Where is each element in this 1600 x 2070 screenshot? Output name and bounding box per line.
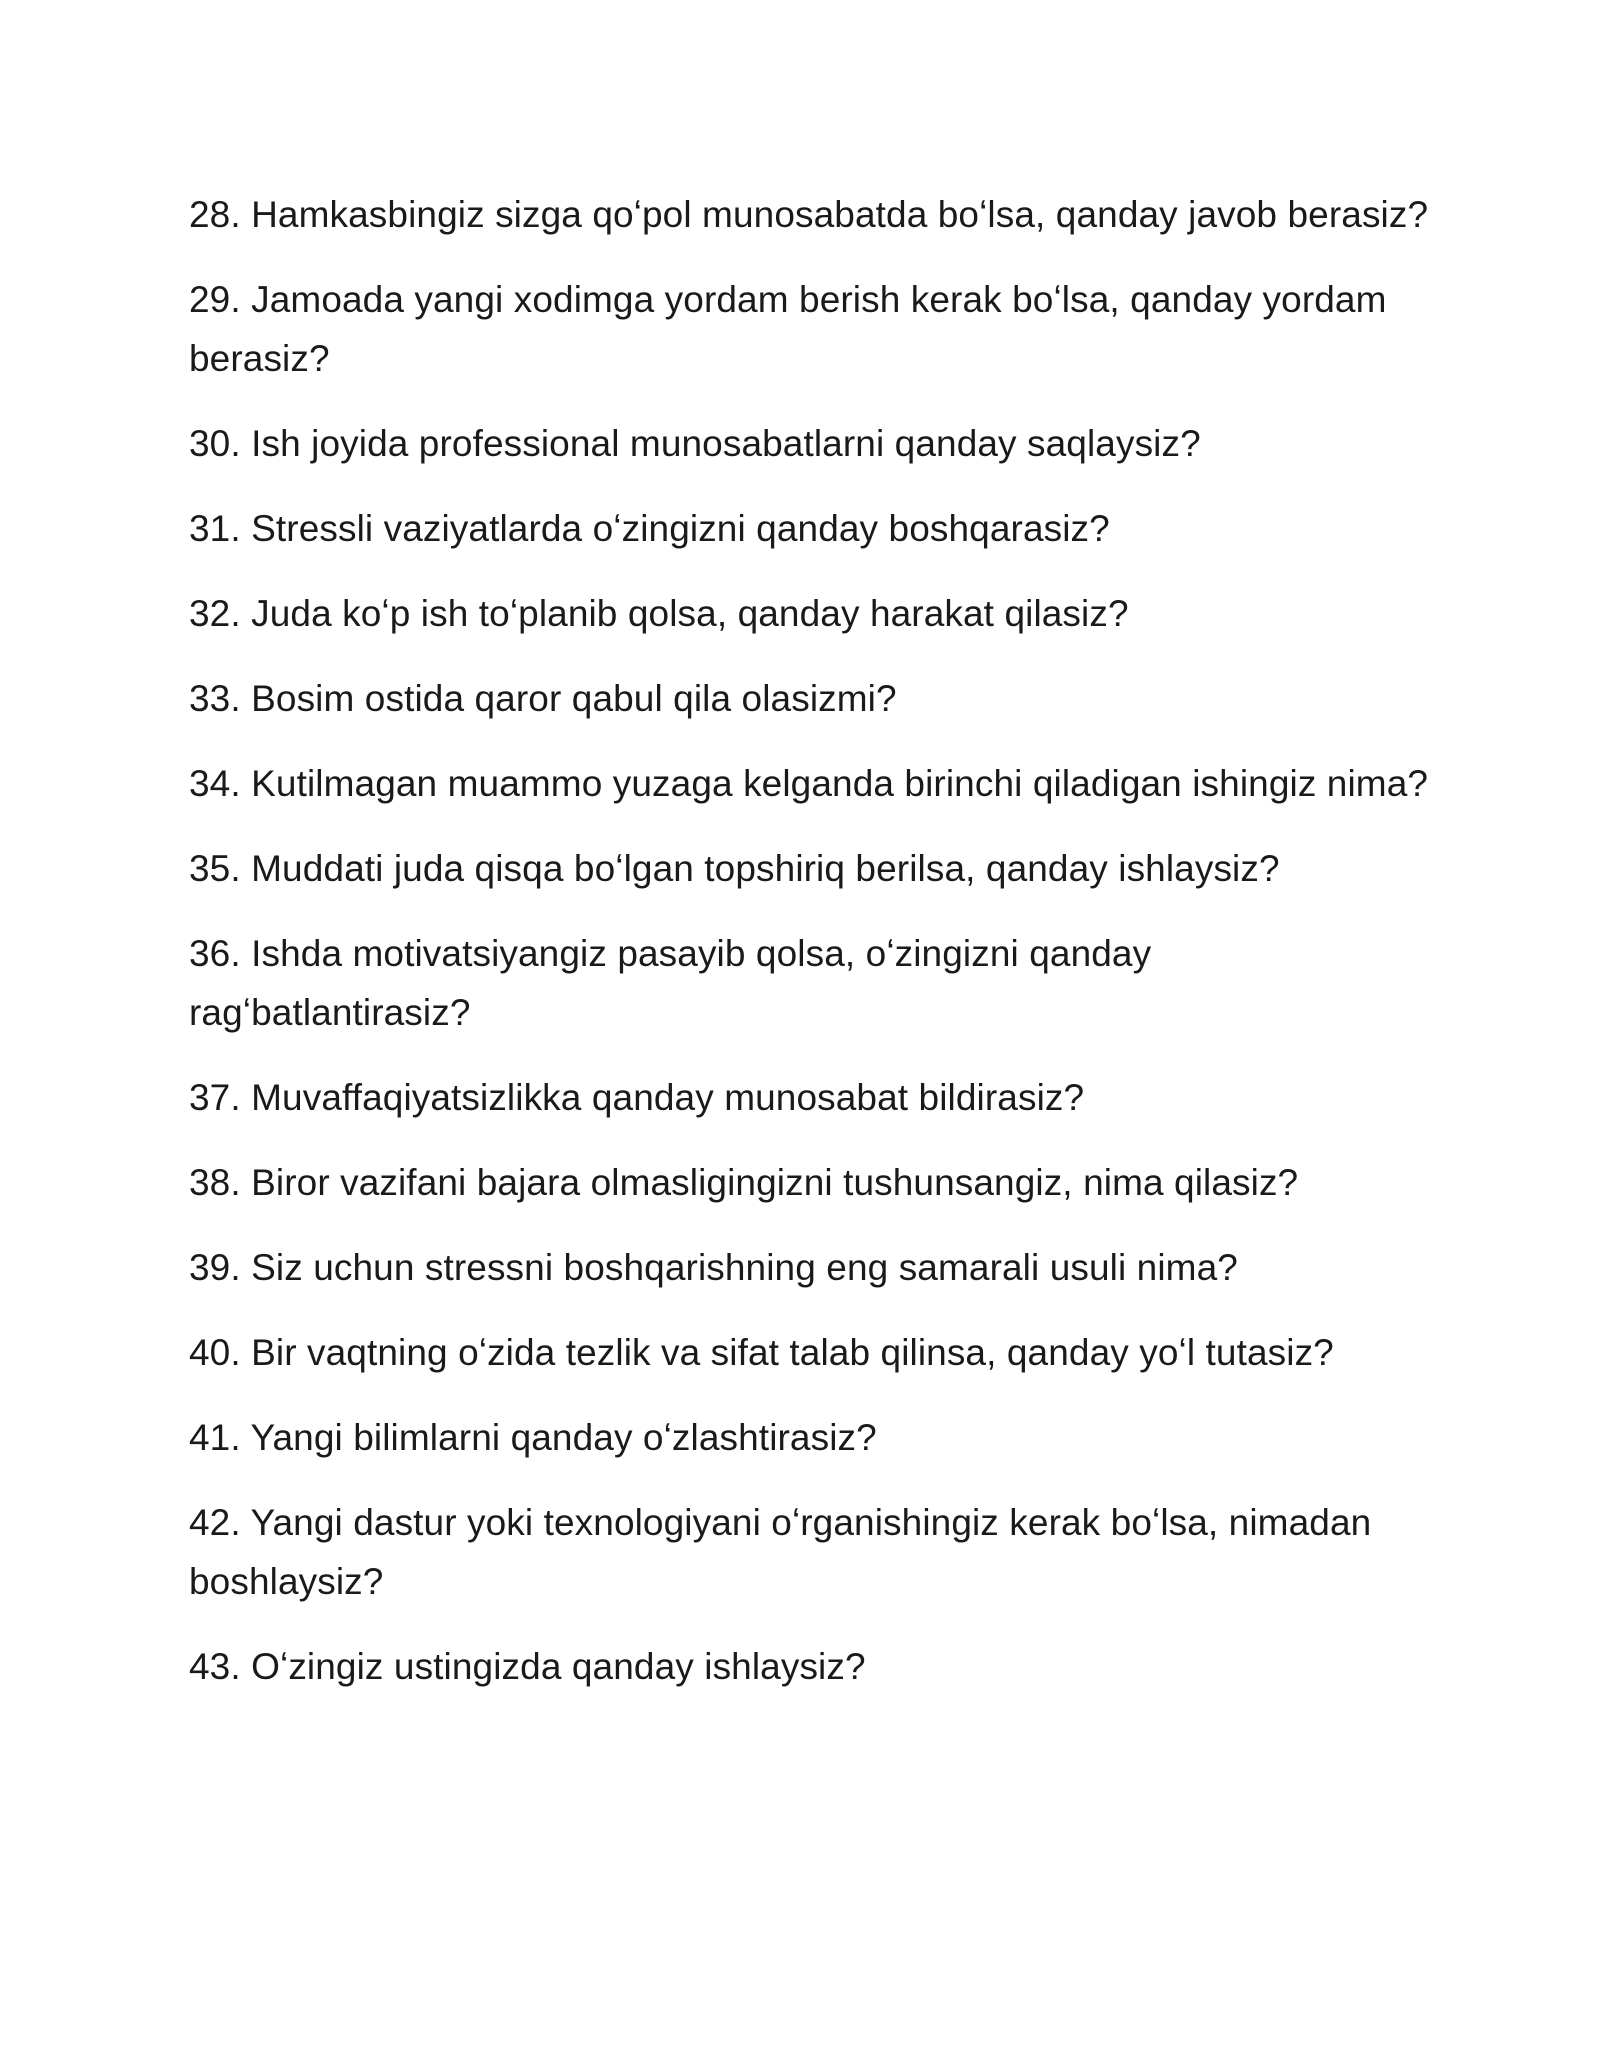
question-item: 33. Bosim ostida qaror qabul qila olasizmi? bbox=[189, 678, 897, 719]
question-item: 41. Yangi bilimlarni qanday oʻzlashtirasiz? bbox=[189, 1417, 877, 1458]
question-item: 42. Yangi dastur yoki texnologiyani oʻrganishingiz kerak boʻlsa, nimadan boshlaysiz? bbox=[189, 1502, 1372, 1602]
question-item: 38. Biror vazifani bajara olmasligingizni tushunsangiz, nima qilasiz? bbox=[189, 1162, 1299, 1203]
question-item: 36. Ishda motivatsiyangiz pasayib qolsa, oʻzingizni qanday ragʻbatlantirasiz? bbox=[189, 933, 1152, 1033]
question-item: 32. Juda koʻp ish toʻplanib qolsa, qanday harakat qilasiz? bbox=[189, 593, 1129, 634]
question-item: 30. Ish joyida professional munosabatlarni qanday saqlaysiz? bbox=[189, 423, 1201, 464]
question-item: 31. Stressli vaziyatlarda oʻzingizni qanday boshqarasiz? bbox=[189, 508, 1110, 549]
question-item: 39. Siz uchun stressni boshqarishning eng samarali usuli nima? bbox=[189, 1247, 1238, 1288]
question-item: 35. Muddati juda qisqa boʻlgan topshiriq berilsa, qanday ishlaysiz? bbox=[189, 848, 1280, 889]
question-item: 28. Hamkasbingiz sizga qoʻpol munosabatda boʻlsa, qanday javob berasiz? bbox=[189, 194, 1429, 235]
question-item: 29. Jamoada yangi xodimga yordam berish kerak boʻlsa, qanday yordam berasiz? bbox=[189, 279, 1387, 379]
question-item: 43. Oʻzingiz ustingizda qanday ishlaysiz? bbox=[189, 1646, 866, 1687]
question-item: 34. Kutilmagan muammo yuzaga kelganda birinchi qiladigan ishingiz nima? bbox=[189, 763, 1429, 804]
question-item: 40. Bir vaqtning oʻzida tezlik va sifat talab qilinsa, qanday yoʻl tutasiz? bbox=[189, 1332, 1334, 1373]
document-page bbox=[189, 185, 1439, 1722]
question-item: 37. Muvaffaqiyatsizlikka qanday munosabat bildirasiz? bbox=[189, 1077, 1085, 1118]
